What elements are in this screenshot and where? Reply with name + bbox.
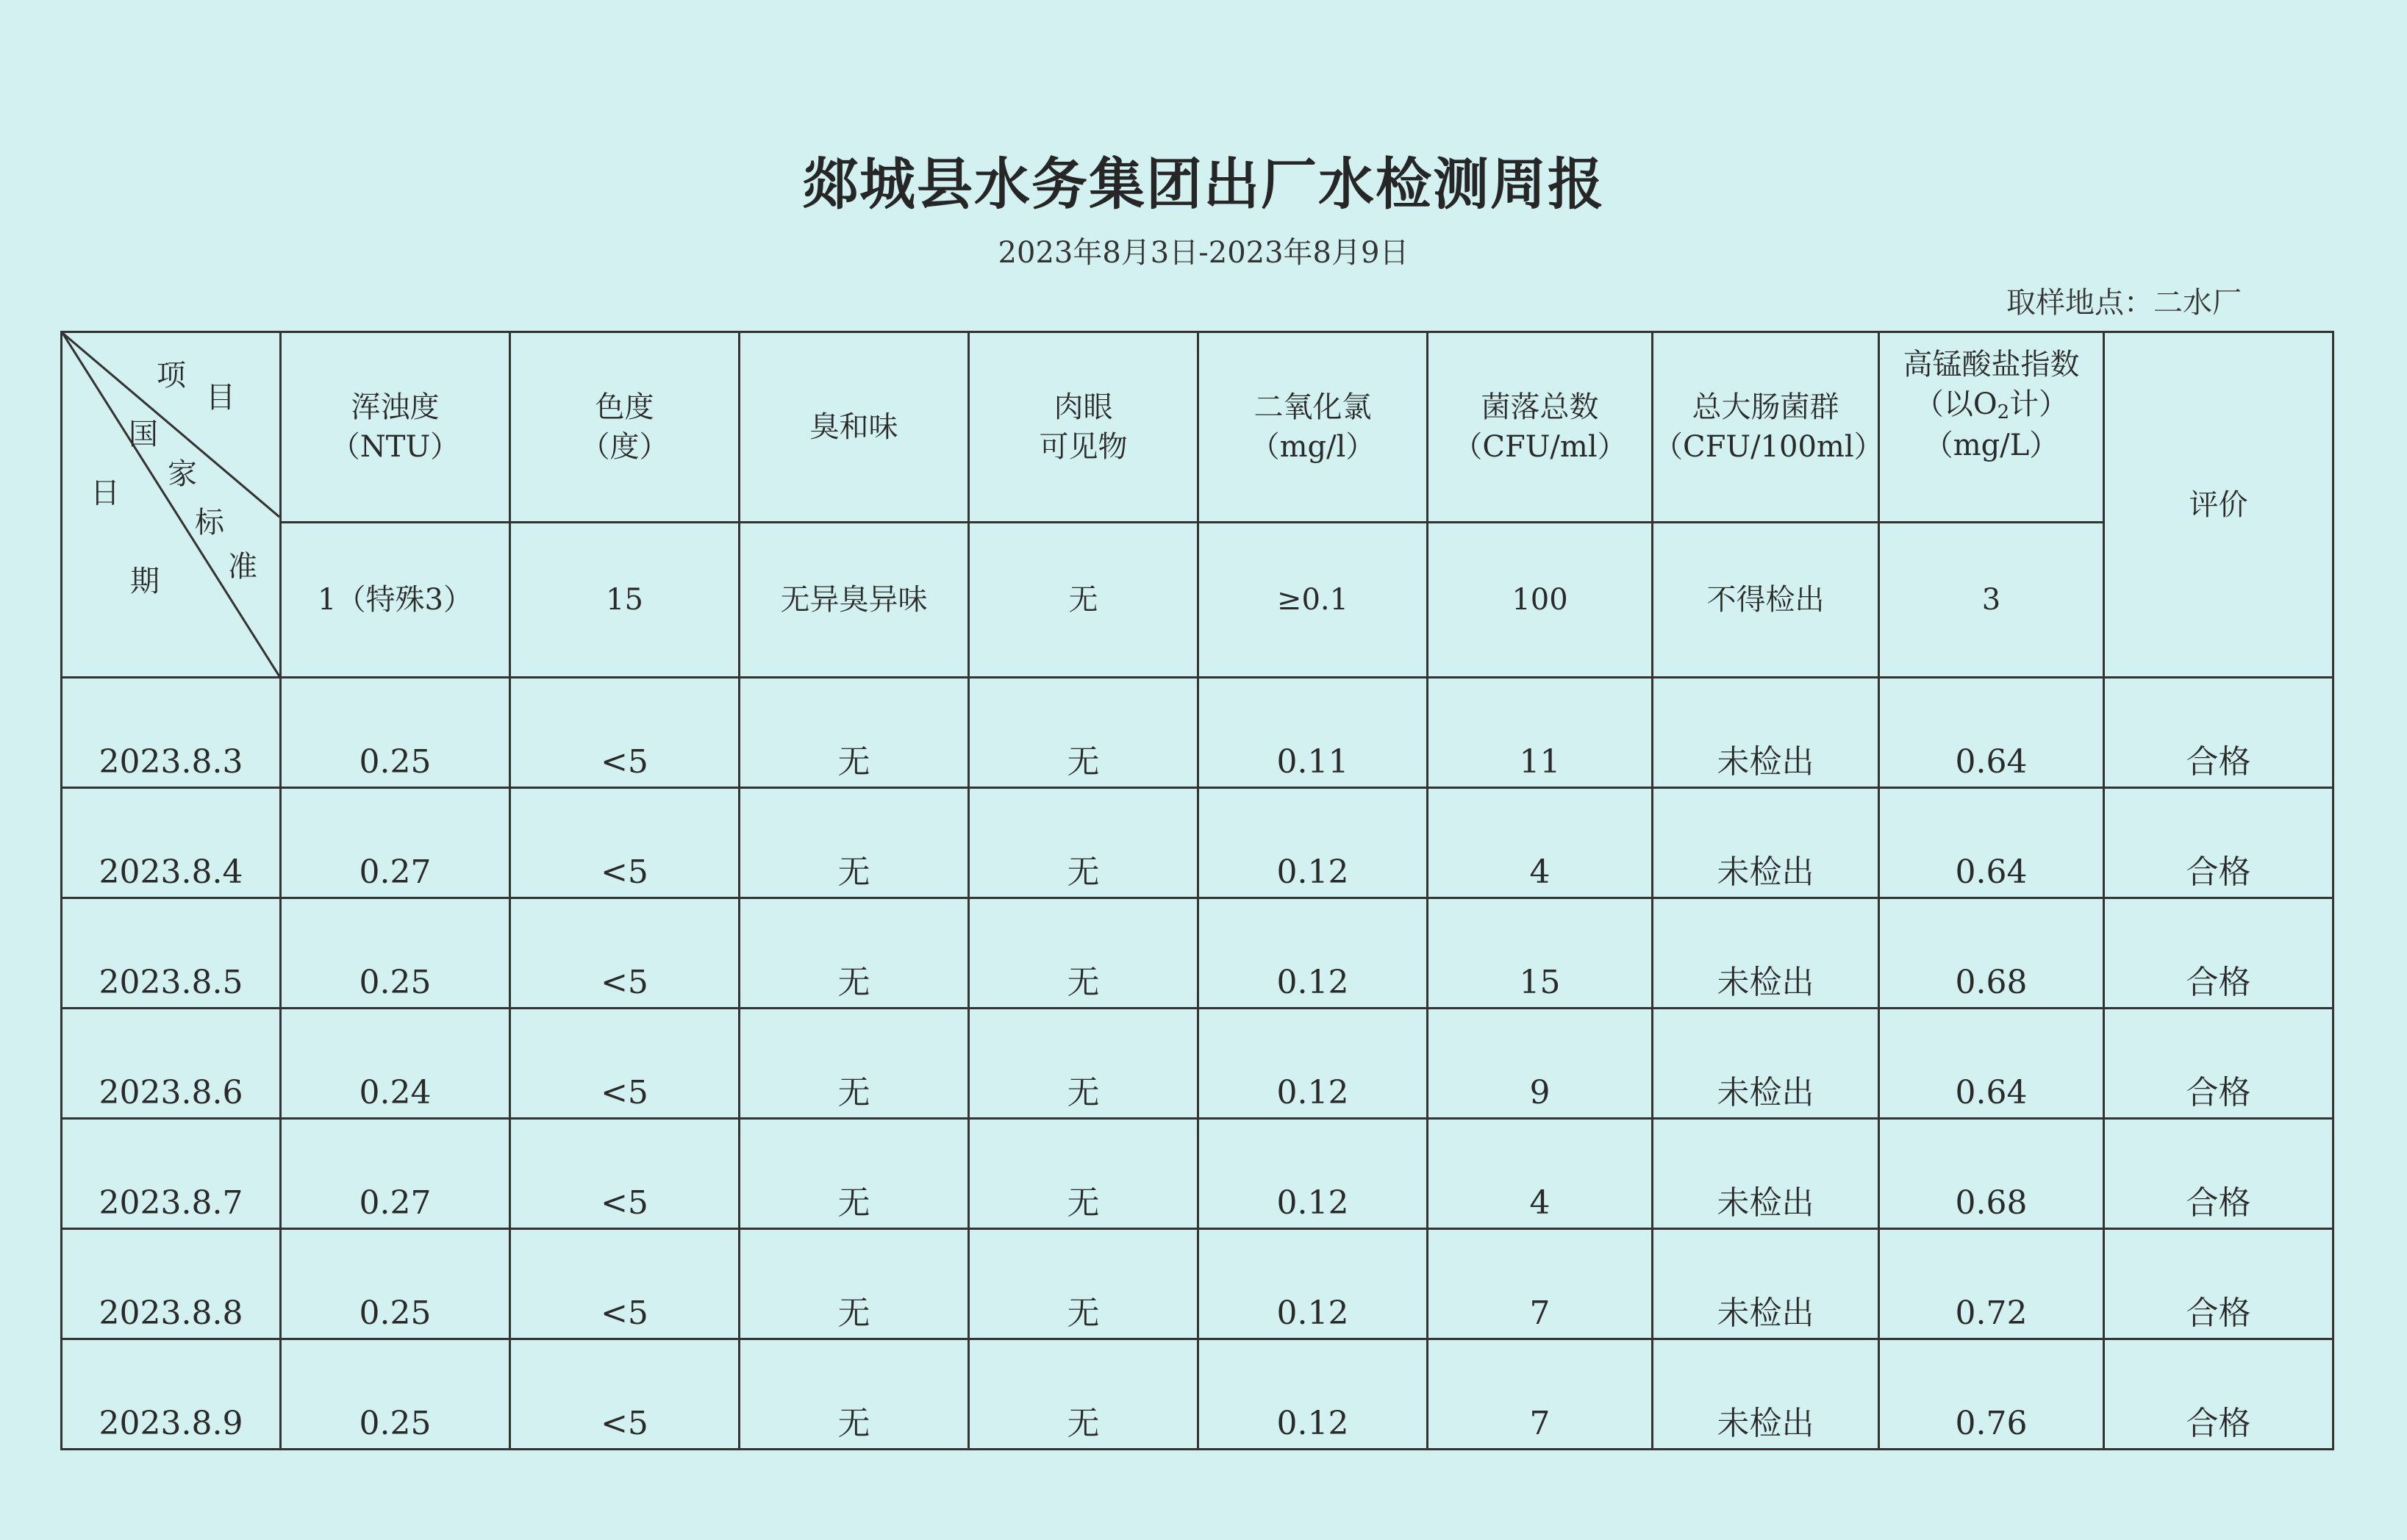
corner-standard-char: 国 [129, 418, 158, 451]
row-date: 2023.8.9 [62, 1339, 281, 1450]
table-cell: 无 [740, 788, 969, 898]
table-cell: <5 [510, 1119, 740, 1229]
table-cell: 未检出 [1653, 1339, 1879, 1450]
table-cell: 0.25 [281, 898, 510, 1009]
date-range: 2023年8月3日-2023年8月9日 [998, 236, 1409, 270]
corner-standard-char: 家 [168, 457, 197, 491]
table-cell: 无 [740, 1009, 969, 1119]
table-cell: <5 [510, 898, 740, 1009]
table-cell: 0.27 [281, 788, 510, 898]
standard-value: 3 [1879, 523, 2104, 678]
table-cell: 0.72 [1879, 1229, 2104, 1339]
table-cell: 无 [969, 1119, 1198, 1229]
table-cell: <5 [510, 788, 740, 898]
table-cell: 无 [740, 678, 969, 788]
table-cell: 4 [1428, 1119, 1653, 1229]
table-cell: 未检出 [1653, 788, 1879, 898]
standard-value: 1（特殊3） [281, 523, 510, 678]
row-evaluation: 合格 [2104, 788, 2333, 898]
row-evaluation: 合格 [2104, 1119, 2333, 1229]
water-quality-table [60, 331, 2334, 1450]
row-evaluation: 合格 [2104, 1339, 2333, 1450]
sampling-location: 取样地点：二水厂 [2006, 286, 2242, 320]
table-cell: 11 [1428, 678, 1653, 788]
standard-value: 15 [510, 523, 740, 678]
standard-value: ≥0.1 [1198, 523, 1428, 678]
table-cell: 0.68 [1879, 898, 2104, 1009]
table-row [62, 1339, 2333, 1450]
table-cell: 0.12 [1198, 898, 1428, 1009]
table-cell: 0.25 [281, 1339, 510, 1450]
table-cell: 9 [1428, 1009, 1653, 1119]
standard-value: 无 [969, 523, 1198, 678]
table-cell: 7 [1428, 1339, 1653, 1450]
table-cell: 无 [969, 1009, 1198, 1119]
table-row [62, 1009, 2333, 1119]
table-row [62, 678, 2333, 788]
corner-item-char: 项 [157, 359, 186, 393]
table-cell: 无 [740, 898, 969, 1009]
table-cell: 0.64 [1879, 1009, 2104, 1119]
header-chlorine-dioxide: 二氧化氯 （mg/l） [1198, 332, 1428, 523]
table-cell: 无 [969, 898, 1198, 1009]
table-cell: 0.25 [281, 1229, 510, 1339]
table-cell: 未检出 [1653, 1009, 1879, 1119]
row-date: 2023.8.7 [62, 1119, 281, 1229]
table-cell: 未检出 [1653, 678, 1879, 788]
header-coliforms: 总大肠菌群 （CFU/100ml） [1653, 332, 1879, 523]
header-permanganate-index: 高锰酸盐指数 （以$O_2$计） （mg/L） [1879, 332, 2104, 523]
table-cell: 0.12 [1198, 1119, 1428, 1229]
table-row [62, 788, 2333, 898]
table-cell: 未检出 [1653, 898, 1879, 1009]
corner-standard-char: 准 [228, 550, 257, 584]
table-cell: 0.24 [281, 1009, 510, 1119]
header-visible-matter: 肉眼 可见物 [969, 332, 1198, 523]
table-cell: 无 [969, 1229, 1198, 1339]
row-evaluation: 合格 [2104, 1229, 2333, 1339]
header-odor: 臭和味 [740, 332, 969, 523]
corner-item-char: 目 [206, 381, 235, 415]
row-date: 2023.8.3 [62, 678, 281, 788]
table-cell: 7 [1428, 1229, 1653, 1339]
header-evaluation: 评价 [2104, 332, 2333, 678]
row-evaluation: 合格 [2104, 898, 2333, 1009]
table-cell: 0.12 [1198, 1009, 1428, 1119]
report-title: 郯城县水务集团出厂水检测周报 [802, 151, 1605, 217]
table-row [62, 1119, 2333, 1229]
table-cell: 未检出 [1653, 1119, 1879, 1229]
row-evaluation: 合格 [2104, 1009, 2333, 1119]
table-row [62, 1229, 2333, 1339]
table-cell: 4 [1428, 788, 1653, 898]
header-turbidity: 浑浊度 （NTU） [281, 332, 510, 523]
table-cell: <5 [510, 1229, 740, 1339]
table-cell: 0.12 [1198, 1229, 1428, 1339]
table-cell: 0.68 [1879, 1119, 2104, 1229]
table-row [62, 898, 2333, 1009]
standard-value: 不得检出 [1653, 523, 1879, 678]
table-cell: 0.11 [1198, 678, 1428, 788]
table-cell: 0.27 [281, 1119, 510, 1229]
header-colony-count: 菌落总数 （CFU/ml） [1428, 332, 1653, 523]
table-cell: 0.12 [1198, 1339, 1428, 1450]
table-cell: 无 [740, 1119, 969, 1229]
row-date: 2023.8.8 [62, 1229, 281, 1339]
table-cell: 无 [969, 1339, 1198, 1450]
diagonal-header-cell [62, 332, 281, 678]
table-cell: <5 [510, 678, 740, 788]
table-cell: 0.12 [1198, 788, 1428, 898]
row-evaluation: 合格 [2104, 678, 2333, 788]
table-cell: 无 [969, 788, 1198, 898]
table-cell: 0.76 [1879, 1339, 2104, 1450]
table-cell: 15 [1428, 898, 1653, 1009]
table-cell: 0.64 [1879, 678, 2104, 788]
table-cell: <5 [510, 1009, 740, 1119]
row-date: 2023.8.6 [62, 1009, 281, 1119]
corner-date-char: 日 [90, 476, 120, 510]
table-cell: 0.64 [1879, 788, 2104, 898]
table-cell: 0.25 [281, 678, 510, 788]
corner-date-char: 期 [130, 565, 160, 598]
table-cell: 无 [740, 1229, 969, 1339]
standard-value: 100 [1428, 523, 1653, 678]
header-color: 色度 （度） [510, 332, 740, 523]
corner-standard-char: 标 [195, 506, 224, 540]
row-date: 2023.8.5 [62, 898, 281, 1009]
row-date: 2023.8.4 [62, 788, 281, 898]
table-cell: 无 [969, 678, 1198, 788]
table-cell: 未检出 [1653, 1229, 1879, 1339]
table-cell: <5 [510, 1339, 740, 1450]
standard-value: 无异臭异味 [740, 523, 969, 678]
table-cell: 无 [740, 1339, 969, 1450]
